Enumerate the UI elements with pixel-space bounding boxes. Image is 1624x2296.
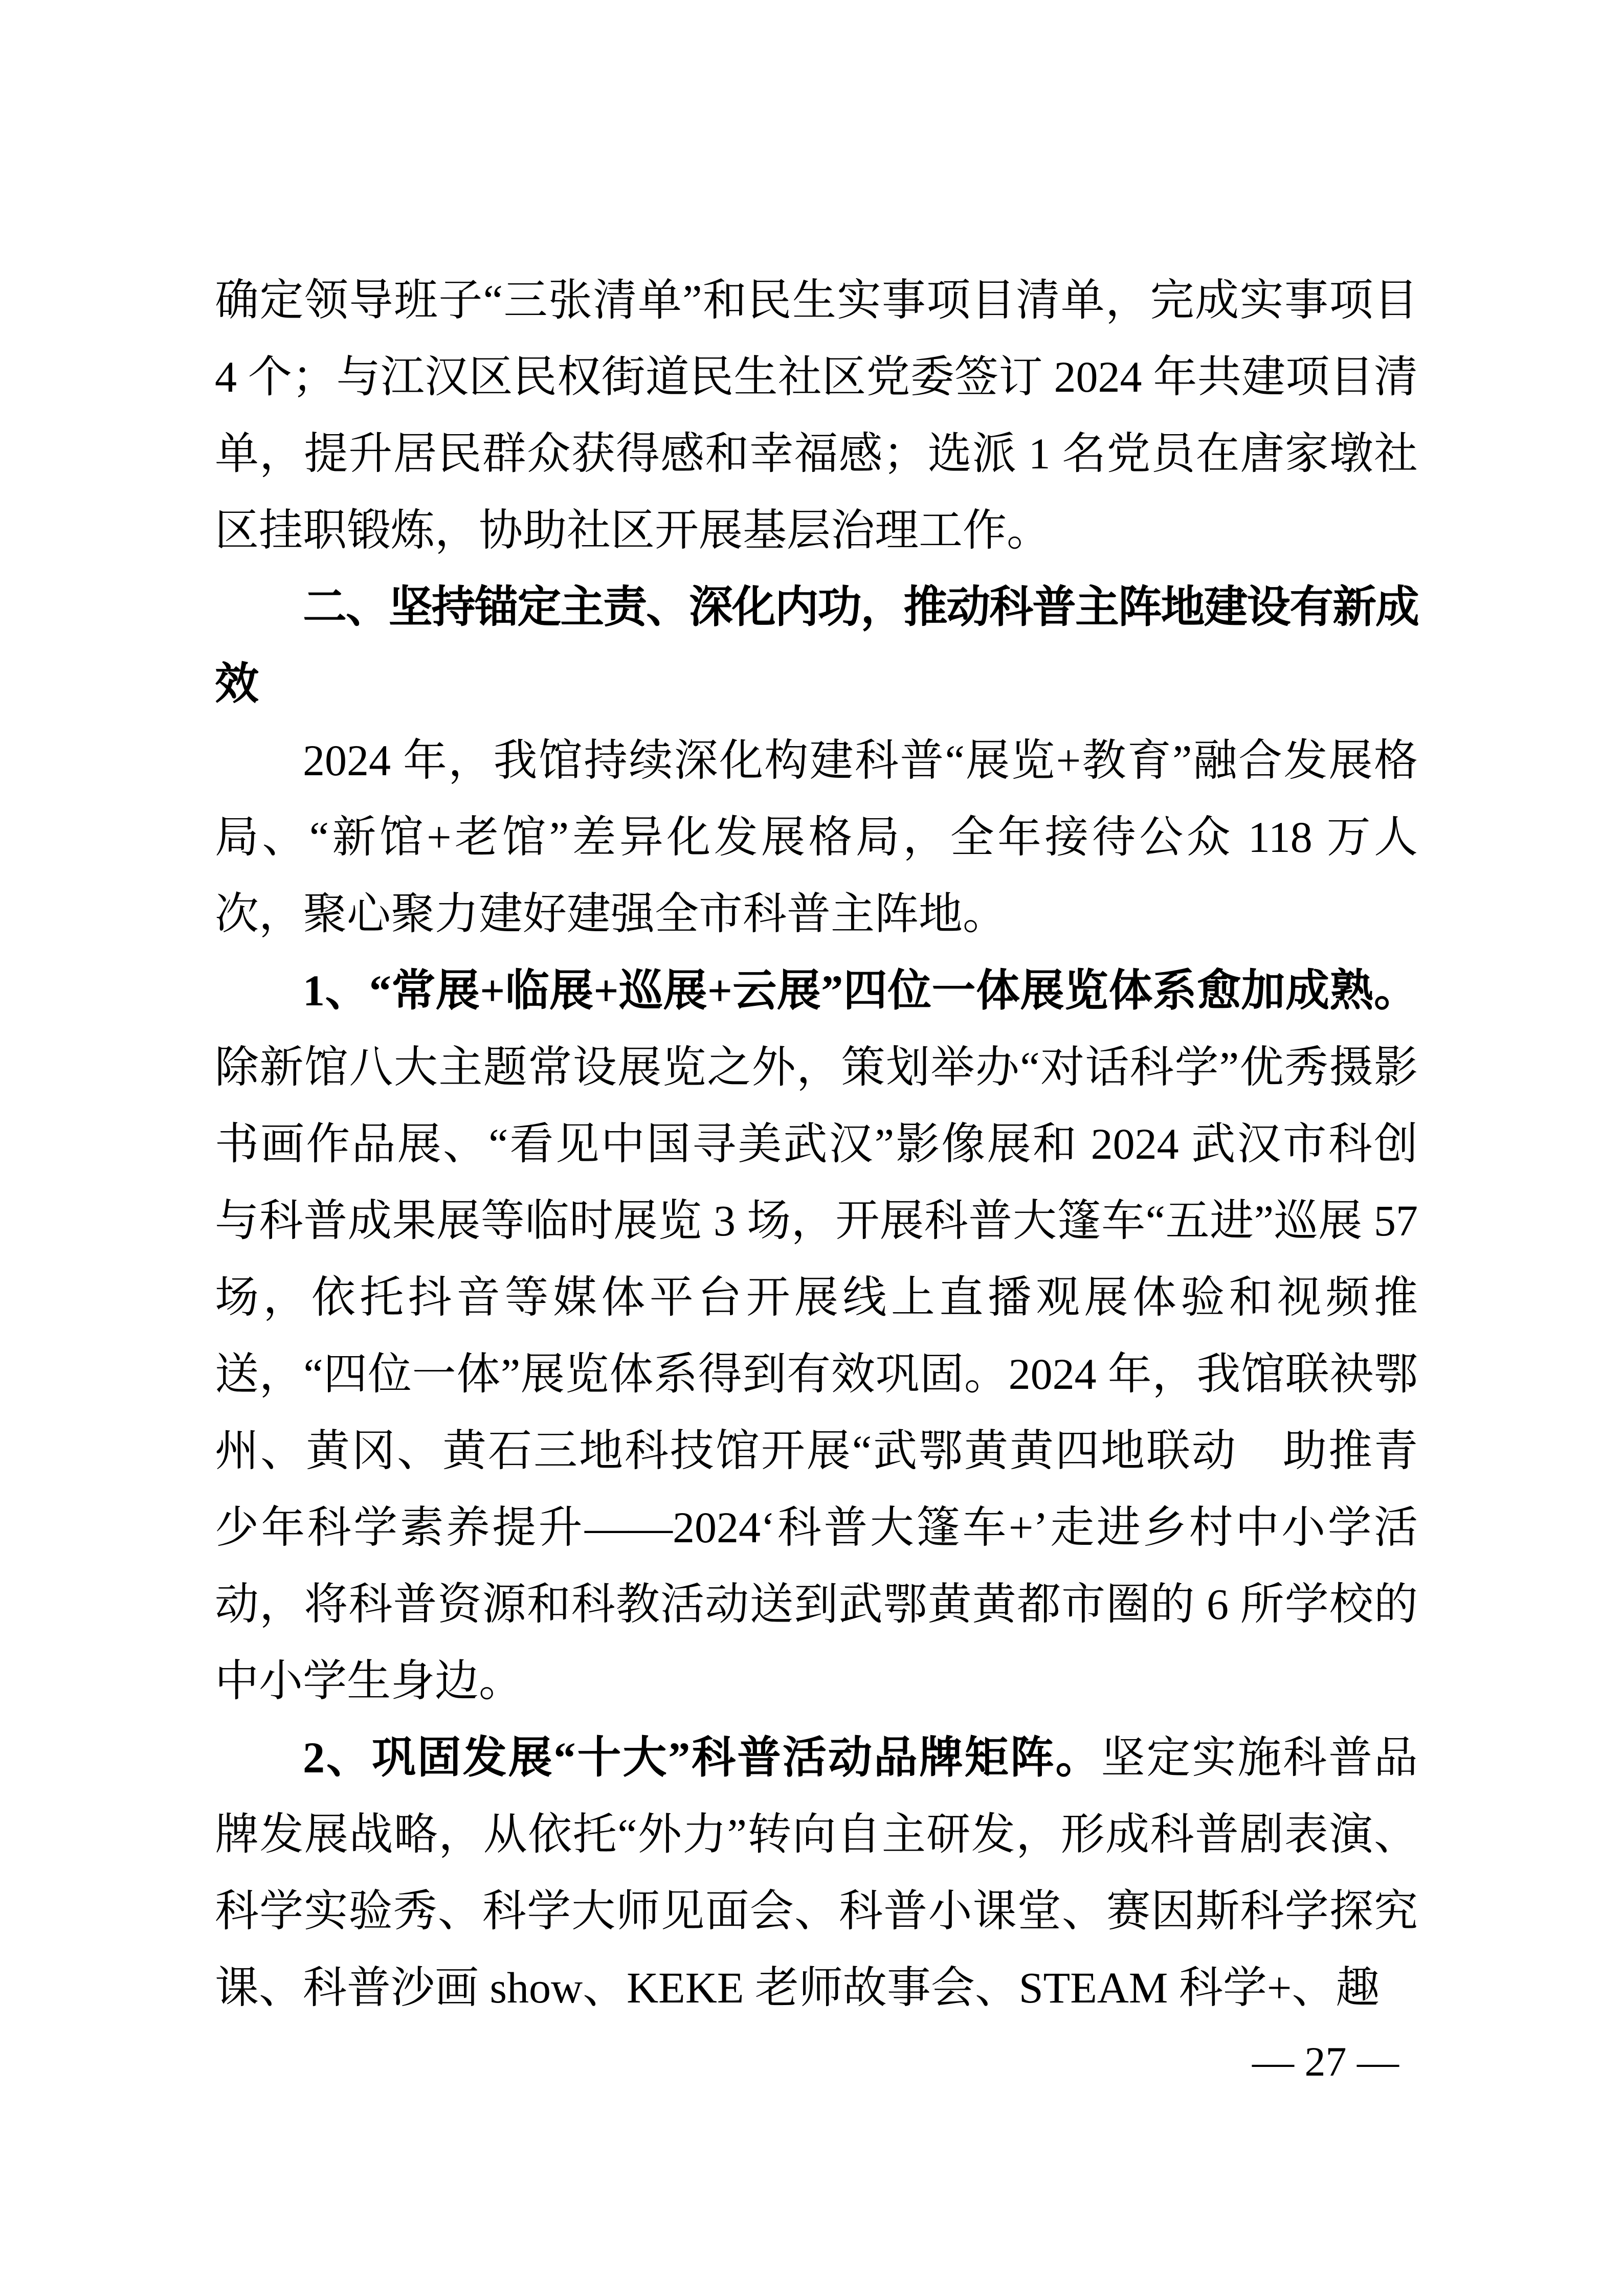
document-body <box>215 262 1418 2026</box>
paragraph <box>215 952 1418 1719</box>
text-segment: 2024 年，我馆持续深化构建科普“展览+教育”融合发展格局、“新馆+老馆”差异化发展格局，全年接待公众 118 万人次，聚心聚力建好建强全市科普主阵地。 <box>215 736 1418 938</box>
section-heading <box>215 569 1418 722</box>
paragraph <box>215 262 1418 569</box>
bold-text-segment: 二、坚持锚定主责、深化内功，推动科普主阵地建设有新成效 <box>215 582 1418 708</box>
page-number-footer: — 27 — <box>1252 2038 1399 2085</box>
paragraph <box>215 1719 1418 2026</box>
bold-text-segment: 1、“常展+临展+巡展+云展”四位一体展览体系愈加成熟。 <box>303 966 1418 1015</box>
text-segment: 坚定实施科普品牌发展战略，从依托“外力”转向自主研发，形成科普剧表演、科学实验秀、科学大师见面会、科普小课堂、赛因斯科学探究课、科普沙画 show、KEKE 老师故事会、STEAM 科学+、趣 <box>215 1733 1418 2012</box>
paragraph <box>215 722 1418 952</box>
text-segment: 确定领导班子“三张清单”和民生实事项目清单，完成实事项目 4 个；与江汉区民权街道民生社区党委签订 2024 年共建项目清单，提升居民群众获得感和幸福感；选派 1 名党员在唐家墩社区挂职锻炼，协助社区开展基层治理工作。 <box>215 276 1418 555</box>
bold-text-segment: 2、巩固发展“十大”科普活动品牌矩阵。 <box>303 1733 1101 1782</box>
text-segment: 除新馆八大主题常设展览之外，策划举办“对话科学”优秀摄影书画作品展、“看见中国寻美武汉”影像展和 2024 武汉市科创与科普成果展等临时展览 3 场，开展科普大篷车“五进”巡展 57 场，依托抖音等媒体平台开展线上直播观展体验和视频推送，“四位一体”展览体系得到有效巩固。2024 年，我馆联袂鄂州、黄冈、黄石三地科技馆开展“武鄂黄黄四地联动 助推青少年科学素养提升——2024‘科普大篷车+’走进乡村中小学活动，将科普资源和科教活动送到武鄂黄黄都市圈的 6 所学校的中小学生身边。 <box>215 1043 1418 1705</box>
